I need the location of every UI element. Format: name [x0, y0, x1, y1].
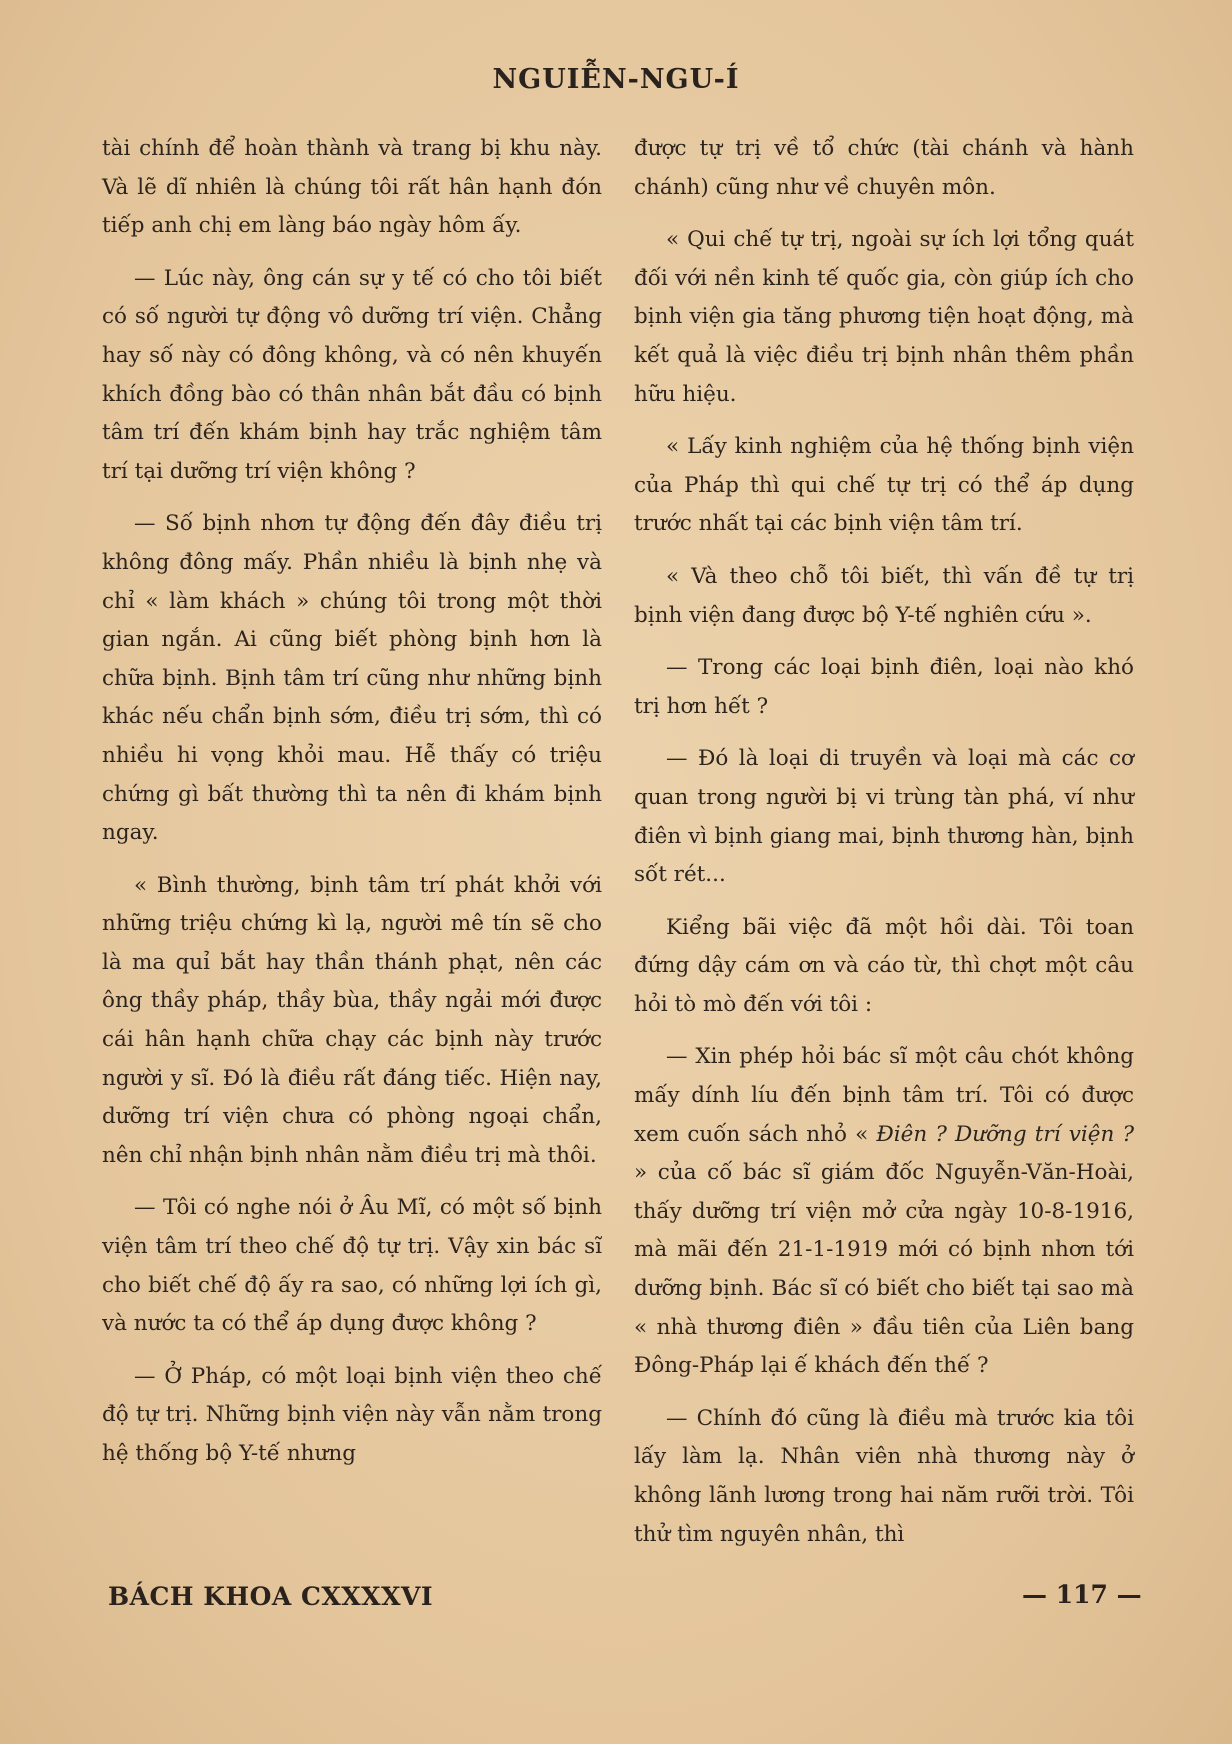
- paragraph: — Ở Pháp, có một loại bịnh viện theo chế độ tự trị. Những bịnh viện này vẫn nằm trong hệ thống bộ Y-tế nhưng: [102, 1363, 602, 1466]
- paragraph: « Qui chế tự trị, ngoài sự ích lợi tổng quát đối với nền kinh tế quốc gia, còn giúp ích cho bịnh viện gia tăng phương tiện hoạt động, mà kết quả là việc điều trị bịnh nhân thêm phần hữu hiệu.: [634, 227, 1134, 407]
- publication-name: BÁCH KHOA CXXXXVI: [108, 1582, 434, 1611]
- book-title: Điên ? Dưỡng trí viện ?: [876, 1121, 1134, 1147]
- paragraph: được tự trị về tổ chức (tài chánh và hành chánh) cũng như về chuyên môn.: [634, 136, 1134, 200]
- left-column: [102, 130, 602, 1488]
- paragraph-text: — Xin phép hỏi bác sĩ một câu chót không mấy dính líu đến bịnh tâm trí. Tôi có được xem cuốn sách nhỏ «: [634, 1044, 1134, 1147]
- paragraph: tài chính để hoàn thành và trang bị khu này. Và lẽ dĩ nhiên là chúng tôi rất hân hạnh đón tiếp anh chị em làng báo ngày hôm ấy.: [102, 136, 602, 239]
- paragraph: « Bình thường, bịnh tâm trí phát khởi với những triệu chứng kì lạ, người mê tín sẽ cho là ma quỉ bắt hay thần thánh phạt, nên các ông thầy pháp, thầy bùa, thầy ngải mới được cái hân hạnh chữa chạy các bịnh này trước người y sĩ. Đó là điều rất đáng tiếc. Hiện nay, dưỡng trí viện chưa có phòng ngoại chẩn, nên chỉ nhận bịnh nhân nằm điều trị mà thôi.: [102, 872, 602, 1168]
- page-number: — 117 —: [1022, 1580, 1142, 1609]
- paragraph: « Và theo chỗ tôi biết, thì vấn đề tự trị bịnh viện đang được bộ Y-tế nghiên cứu ».: [634, 563, 1134, 628]
- paragraph-text: » của cố bác sĩ giám đốc Nguyễn-Văn-Hoài, thấy dưỡng trí viện mở cửa ngày 10-8-1916, mà mãi đến 21-1-1919 mới có bịnh nhơn tới dưỡng bịnh. Bác sĩ có biết cho biết tại sao mà « nhà thương điên » đầu tiên của Liên bang Đông-Pháp lại ế khách đến thế ?: [634, 1160, 1134, 1379]
- paragraph: — Chính đó cũng là điều mà trước kia tôi lấy làm lạ. Nhân viên nhà thương này ở không lãnh lương trong hai năm rưỡi trời. Tôi thử tìm nguyên nhân, thì: [634, 1405, 1134, 1547]
- running-title: NGUIỄN-NGU-Í: [492, 64, 740, 95]
- paragraph: « Lấy kinh nghiệm của hệ thống bịnh viện của Pháp thì qui chế tự trị có thể áp dụng trước nhất tại các bịnh viện tâm trí.: [634, 434, 1134, 537]
- paragraph: — Tôi có nghe nói ở Âu Mĩ, có một số bịnh viện tâm trí theo chế độ tự trị. Vậy xin bác sĩ cho biết chế độ ấy ra sao, có những lợi ích gì, và nước ta có thể áp dụng được không ?: [102, 1195, 602, 1337]
- paragraph: — Số bịnh nhơn tự động đến đây điều trị không đông mấy. Phần nhiều là bịnh nhẹ và chỉ « làm khách » chúng tôi trong một thời gian ngắn. Ai cũng biết phòng bịnh hơn là chữa bịnh. Bịnh tâm trí cũng như những bịnh khác nếu chẩn bịnh sớm, điều trị sớm, thì có nhiều hi vọng khỏi mau. Hễ thấy có triệu chứng gì bất thường thì ta nên đi khám bịnh ngay.: [102, 511, 602, 846]
- paragraph: — Trong các loại bịnh điên, loại nào khó trị hơn hết ?: [634, 655, 1134, 719]
- paragraph: — Đó là loại di truyền và loại mà các cơ quan trong người bị vi trùng tàn phá, ví như điên vì bịnh giang mai, bịnh thương hàn, bịnh sốt rét...: [634, 746, 1134, 888]
- paragraph: Kiểng bãi việc đã một hồi dài. Tôi toan đứng dậy cám ơn và cáo từ, thì chợt một câu hỏi tò mò đến với tôi :: [634, 914, 1134, 1017]
- paragraph: — Lúc này, ông cán sự y tế có cho tôi biết có số người tự động vô dưỡng trí viện. Chẳng hay số này có đông không, và có nên khuyến khích đồng bào có thân nhân bắt đầu có bịnh tâm trí đến khám bịnh hay trắc nghiệm tâm trí tại dưỡng trí viện không ?: [102, 265, 602, 484]
- right-column: [634, 130, 1134, 1568]
- paragraph: [634, 1038, 1134, 1385]
